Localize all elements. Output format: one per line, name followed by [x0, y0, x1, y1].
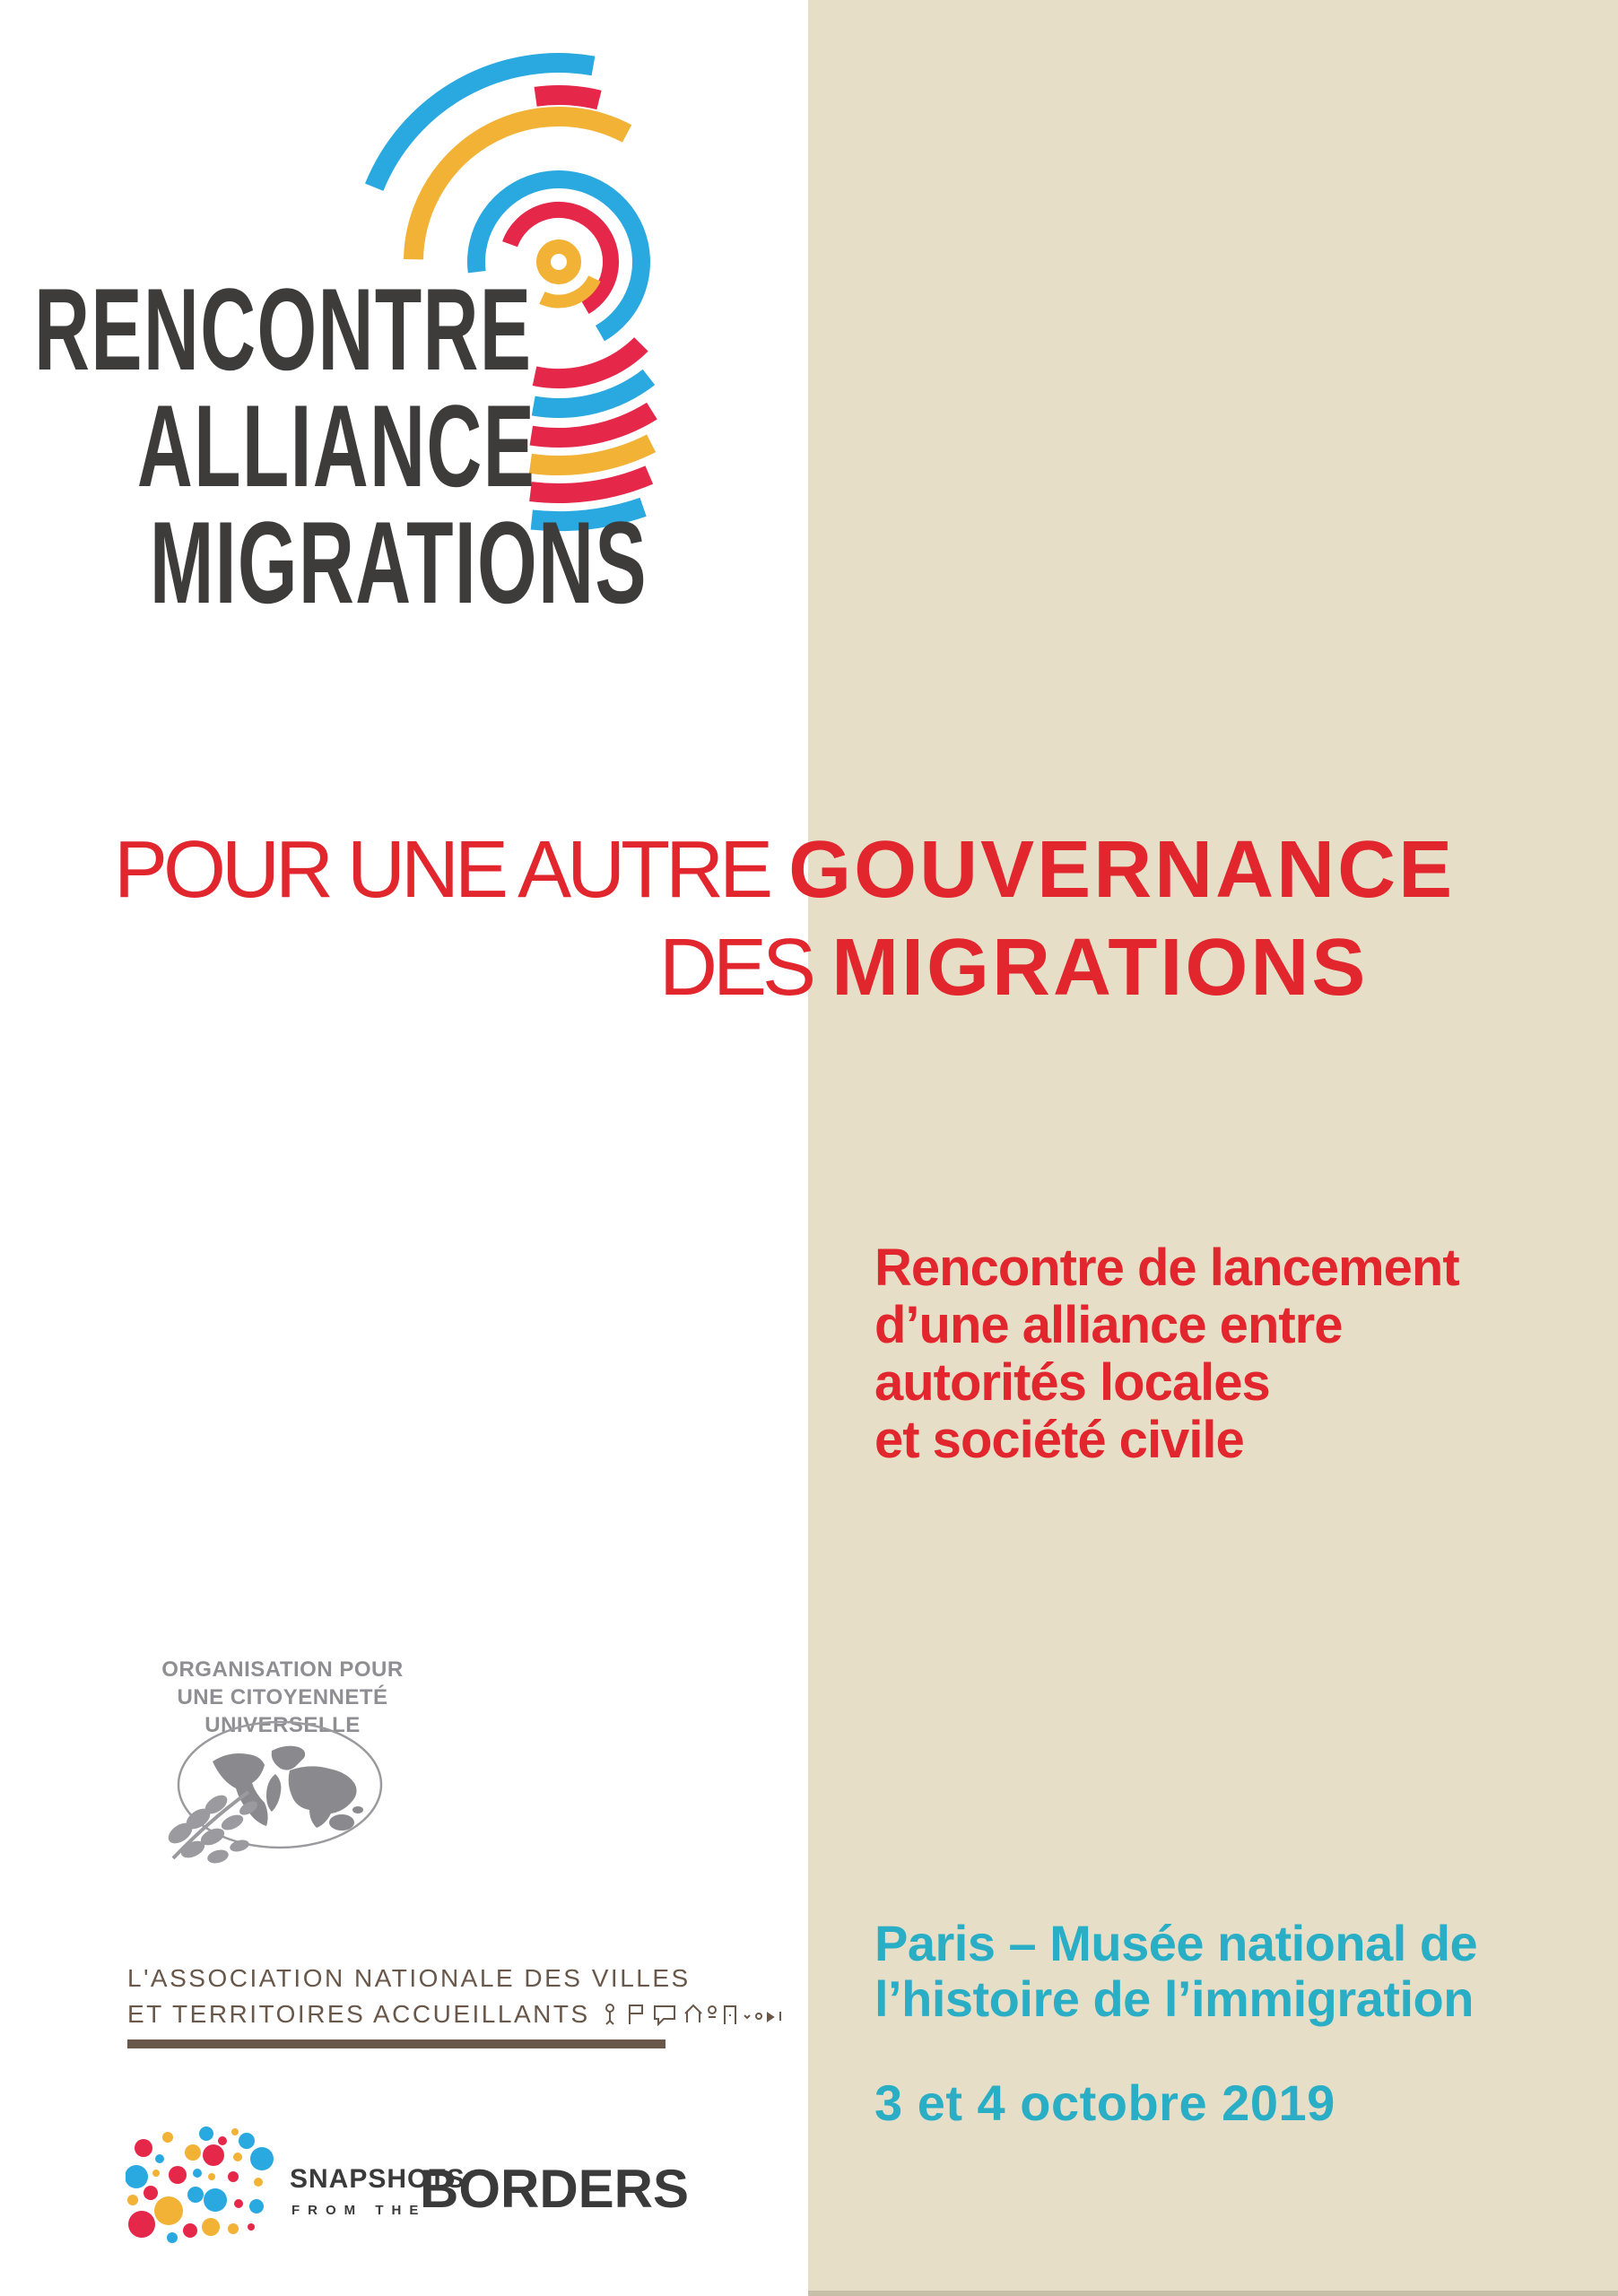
anvita-pictograms [603, 2001, 791, 2028]
venue-block [874, 1916, 1477, 2027]
logo-word-migrations: MIGRATIONS [150, 497, 648, 628]
door-icon [725, 2006, 735, 2024]
borders-snapshots-label: SNAPSHOTS [290, 2164, 465, 2194]
title-bold-part: MIGRATIONS [831, 923, 1369, 1013]
anvita-underline [127, 2039, 665, 2048]
subtitle-line: et société civile [874, 1411, 1244, 1469]
event-date: 3 et 4 octobre 2019 [874, 2074, 1335, 2131]
subtitle-block [874, 1239, 1459, 1469]
logo-word-alliance: ALLIANCE [136, 380, 535, 511]
anvita-line1: L'ASSOCIATION NATIONALE DES VILLES [127, 1964, 691, 1992]
anvita-line2: ET TERRITOIRES ACCUEILLANTS [127, 2000, 590, 2028]
main-title-line2 [659, 923, 1369, 1013]
title-light-part: DES [659, 923, 813, 1013]
venue-line: Paris – Musée national de [874, 1915, 1478, 1971]
borders-fromthe-label: FROM THE [291, 2203, 427, 2218]
speech-bubble-icon [655, 2006, 674, 2024]
ocu-globe-icon [166, 1715, 399, 1866]
anvita-logo [127, 1961, 791, 2048]
flag-icon [630, 2005, 642, 2024]
figure-icon [709, 2006, 716, 2017]
small-marks-icon [744, 2012, 780, 2021]
logo-word-rencontre: RENCONTRE [33, 264, 532, 395]
ocu-line2: UNE CITOYENNETÉ UNIVERSELLE [177, 1685, 388, 1737]
borders-dots-icon [126, 2121, 274, 2256]
borders-wordmark: BORDERS [420, 2159, 690, 2219]
title-light-part: POUR UNE AUTRE [114, 825, 770, 915]
title-bold-part: GOUVERNANCE [788, 825, 1456, 915]
ocu-line1: ORGANISATION POUR [161, 1657, 404, 1682]
panel-bottom-edge [808, 2291, 1618, 2296]
main-title-line1 [114, 825, 1456, 915]
subtitle-line: d’une alliance entre [874, 1296, 1343, 1354]
venue-line: l’histoire de l’immigration [874, 1970, 1474, 2027]
person-icon [606, 2005, 613, 2024]
house-icon [685, 2005, 701, 2022]
subtitle-line: Rencontre de lancement [874, 1239, 1459, 1297]
subtitle-line: autorités locales [874, 1353, 1270, 1412]
